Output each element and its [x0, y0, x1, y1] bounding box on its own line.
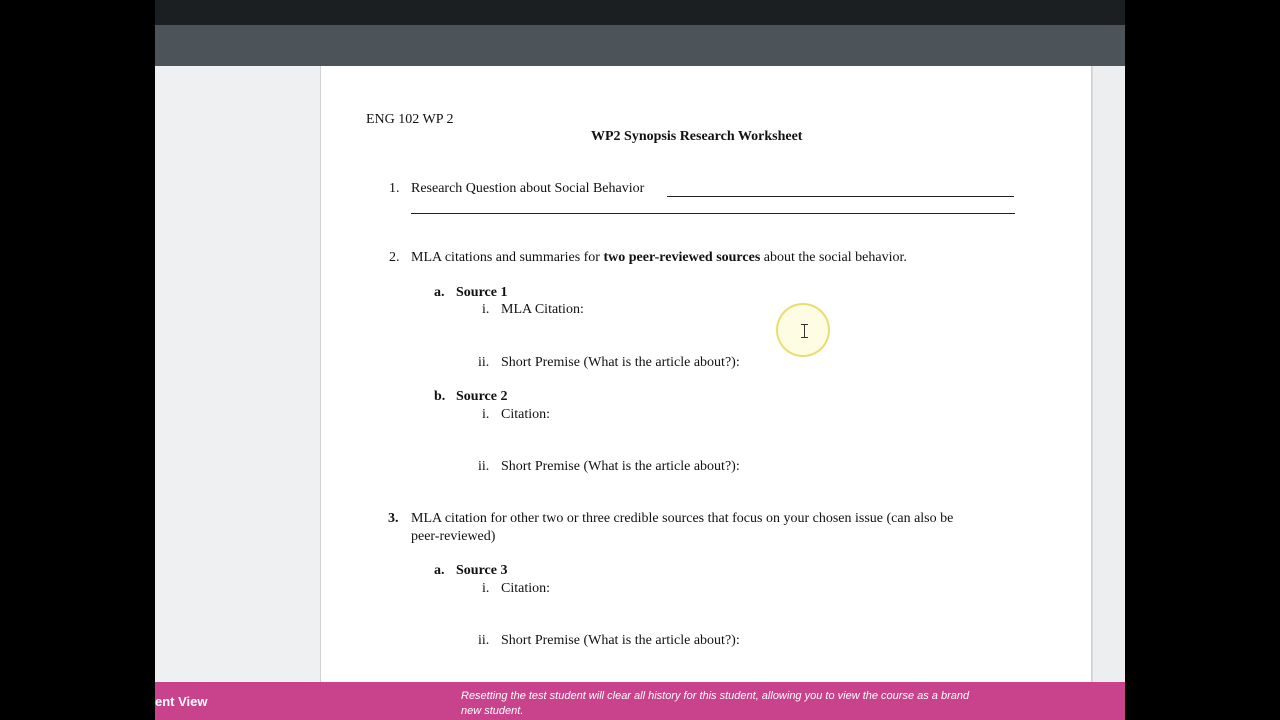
right-gutter [1092, 66, 1125, 682]
course-header: ENG 102 WP 2 [366, 112, 454, 127]
document-toolbar [155, 25, 1125, 66]
source2-ii-number: ii. [478, 459, 490, 474]
source3-i-number: i. [482, 581, 490, 596]
source3-ii-number: ii. [478, 633, 490, 648]
source2-title: Source 2 [456, 389, 508, 404]
worksheet-title: WP2 Synopsis Research Worksheet [591, 129, 803, 144]
top-bar [155, 0, 1125, 25]
q2-text-start: MLA citations and summaries for [411, 250, 604, 265]
source2-premise-label: Short Premise (What is the article about?): [501, 459, 740, 474]
reset-student-message: Resetting the test student will clear all history for this student, allowing you to view the course as a brand new student. [461, 690, 970, 717]
source3-letter: a. [434, 563, 445, 578]
text-cursor-icon [801, 324, 809, 338]
source2-letter: b. [434, 389, 446, 404]
student-view-banner [155, 682, 1125, 720]
source1-ii-number: ii. [478, 355, 490, 370]
browser-viewport [155, 0, 1125, 720]
q2-text-emphasis: two peer-reviewed sources [603, 250, 761, 265]
q3-number: 3. [388, 511, 399, 526]
source1-citation-label: MLA Citation: [501, 302, 584, 317]
q3-text-line1: MLA citation for other two or three credible sources that focus on your chosen issue (can also be [411, 511, 954, 526]
student-view-label[interactable]: ent View [155, 694, 208, 709]
source1-letter: a. [434, 285, 445, 300]
source1-i-number: i. [482, 302, 490, 317]
document-viewer[interactable] [155, 66, 1125, 682]
source3-citation-label: Citation: [501, 581, 550, 596]
q1-answer-line-2 [411, 213, 1015, 214]
q2-text-end: about the social behavior. [760, 250, 907, 265]
document-page[interactable] [320, 66, 1092, 682]
source2-citation-label: Citation: [501, 407, 550, 422]
q2-text [411, 249, 907, 267]
source3-title: Source 3 [456, 563, 508, 578]
q2-number: 2. [389, 250, 400, 265]
q1-text: Research Question about Social Behavior [411, 181, 645, 196]
q3-text-line2: peer-reviewed) [411, 529, 496, 544]
q1-answer-line [667, 196, 1014, 197]
source1-title: Source 1 [456, 285, 508, 300]
q1-number: 1. [389, 181, 400, 196]
source3-premise-label: Short Premise (What is the article about?): [501, 633, 740, 648]
source2-i-number: i. [482, 407, 490, 422]
source1-premise-label: Short Premise (What is the article about?): [501, 355, 740, 370]
